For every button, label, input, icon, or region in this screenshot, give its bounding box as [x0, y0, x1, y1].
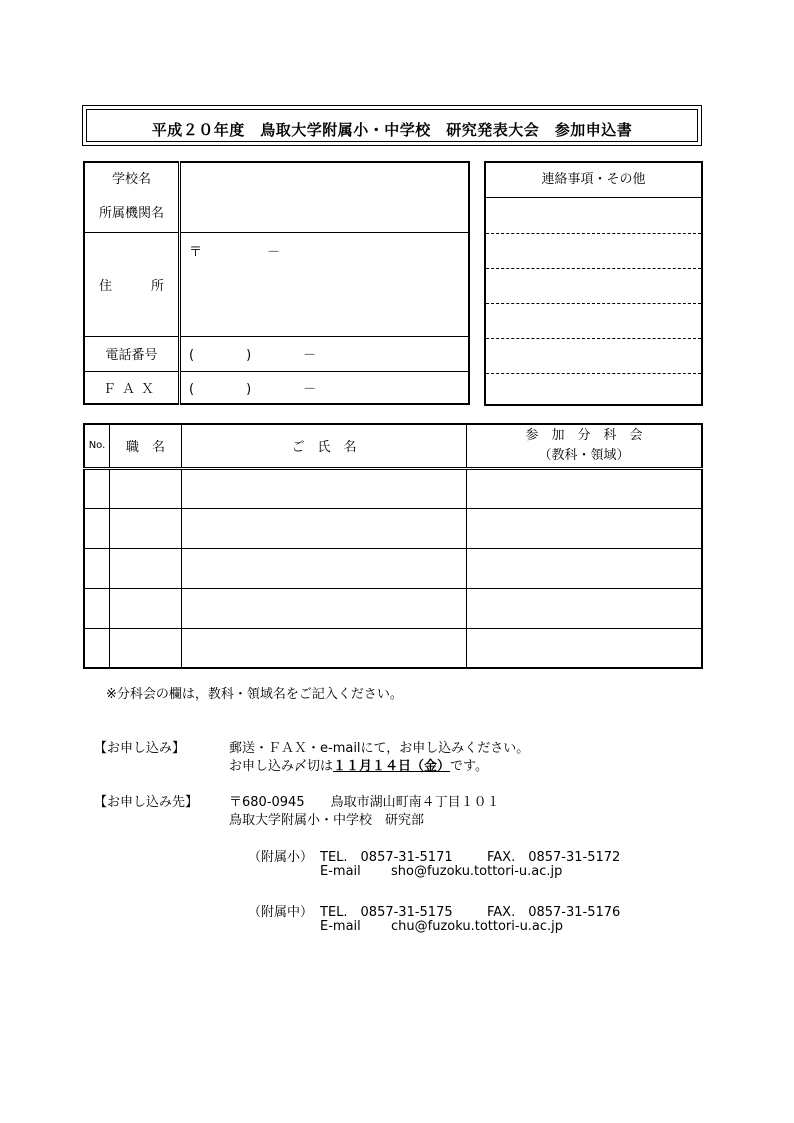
elementary-email[interactable]: sho@fuzoku.tottori-u.ac.jp	[391, 864, 563, 879]
apply-deadline-line	[229, 755, 488, 774]
position-cell[interactable]	[110, 628, 182, 668]
name-cell[interactable]	[182, 588, 467, 628]
notes-line	[486, 268, 701, 269]
position-cell[interactable]	[110, 548, 182, 588]
col-name-header: ご 氏 名	[182, 424, 467, 468]
notes-line	[486, 303, 701, 304]
postal-mark: 〒 －	[189, 244, 281, 260]
no-cell[interactable]	[84, 628, 110, 668]
junior-high-email[interactable]: chu@fuzoku.tottori-u.ac.jp	[391, 919, 564, 934]
col-section-header	[467, 424, 703, 468]
phone-format: ( ) －	[189, 348, 317, 363]
col-section-header-line1: 参 加 分 科 会	[525, 427, 643, 443]
address-label: 住 所	[84, 232, 180, 336]
deadline-prefix: お申し込み〆切は	[229, 759, 334, 774]
name-cell[interactable]	[182, 508, 467, 548]
phone-field[interactable]	[180, 336, 470, 371]
table-row	[84, 468, 702, 508]
apply-method: 郵送・ＦＡＸ・e-mailにて，お申し込みください。	[229, 741, 530, 756]
col-position-header: 職 名	[110, 424, 182, 468]
no-cell[interactable]	[84, 548, 110, 588]
junior-high-email-label: E-mail	[320, 919, 361, 934]
col-no-header: No.	[84, 424, 110, 468]
section-cell[interactable]	[467, 468, 703, 508]
table-row	[84, 508, 702, 548]
name-cell[interactable]	[182, 628, 467, 668]
position-cell[interactable]	[110, 588, 182, 628]
school-info-table	[83, 161, 470, 405]
col-section-header-line2: （教科・領域）	[538, 447, 630, 463]
section-cell[interactable]	[467, 588, 703, 628]
section-note: ※分科会の欄は，教科・領域名をご記入ください。	[106, 687, 403, 702]
table-row	[84, 628, 702, 668]
no-cell[interactable]	[84, 508, 110, 548]
destination-label: 【お申し込み先】	[94, 795, 199, 810]
notes-line	[486, 233, 701, 234]
notes-header: 連絡事項・その他	[486, 163, 701, 198]
elementary-tel: TEL. 0857-31-5171	[320, 850, 453, 865]
no-cell[interactable]	[84, 588, 110, 628]
deadline-suffix: です。	[450, 759, 488, 774]
affiliation-label: 所属機関名	[98, 206, 164, 222]
school-name-field[interactable]	[180, 162, 470, 232]
title-box	[82, 105, 702, 146]
section-cell[interactable]	[467, 628, 703, 668]
page-title: 平成２０年度 鳥取大学附属小・中学校 研究発表大会 参加申込書	[151, 121, 633, 139]
notes-line	[486, 338, 701, 339]
name-cell[interactable]	[182, 548, 467, 588]
elementary-fax: FAX. 0857-31-5172	[487, 850, 621, 865]
school-name-label-cell	[84, 162, 180, 232]
title-inner-border	[86, 109, 698, 142]
school-name-label: 学校名	[111, 172, 151, 188]
section-cell[interactable]	[467, 508, 703, 548]
section-cell[interactable]	[467, 548, 703, 588]
fax-format: ( ) －	[189, 381, 317, 397]
table-row	[84, 548, 702, 588]
notes-box[interactable]	[484, 161, 703, 406]
destination-address: 〒680-0945 鳥取市湖山町南４丁目１０１	[229, 795, 500, 810]
notes-line	[486, 373, 701, 374]
junior-high-fax: FAX. 0857-31-5176	[487, 905, 621, 920]
elementary-email-label: E-mail	[320, 864, 361, 879]
phone-label: 電話番号	[84, 336, 180, 371]
fax-label: ＦＡＸ	[84, 371, 180, 404]
apply-label: 【お申し込み】	[94, 741, 186, 756]
table-row	[84, 588, 702, 628]
destination-org: 鳥取大学附属小・中学校 研究部	[229, 813, 425, 828]
junior-high-label: （附属中）	[248, 905, 314, 920]
no-cell[interactable]	[84, 468, 110, 508]
position-cell[interactable]	[110, 468, 182, 508]
position-cell[interactable]	[110, 508, 182, 548]
fax-field[interactable]	[180, 371, 470, 404]
elementary-label: （附属小）	[248, 850, 314, 865]
junior-high-tel: TEL. 0857-31-5175	[320, 905, 453, 920]
name-cell[interactable]	[182, 468, 467, 508]
participants-table	[83, 423, 703, 669]
deadline-date: １１月１４日（金）	[333, 759, 451, 774]
address-field[interactable]	[180, 232, 470, 336]
